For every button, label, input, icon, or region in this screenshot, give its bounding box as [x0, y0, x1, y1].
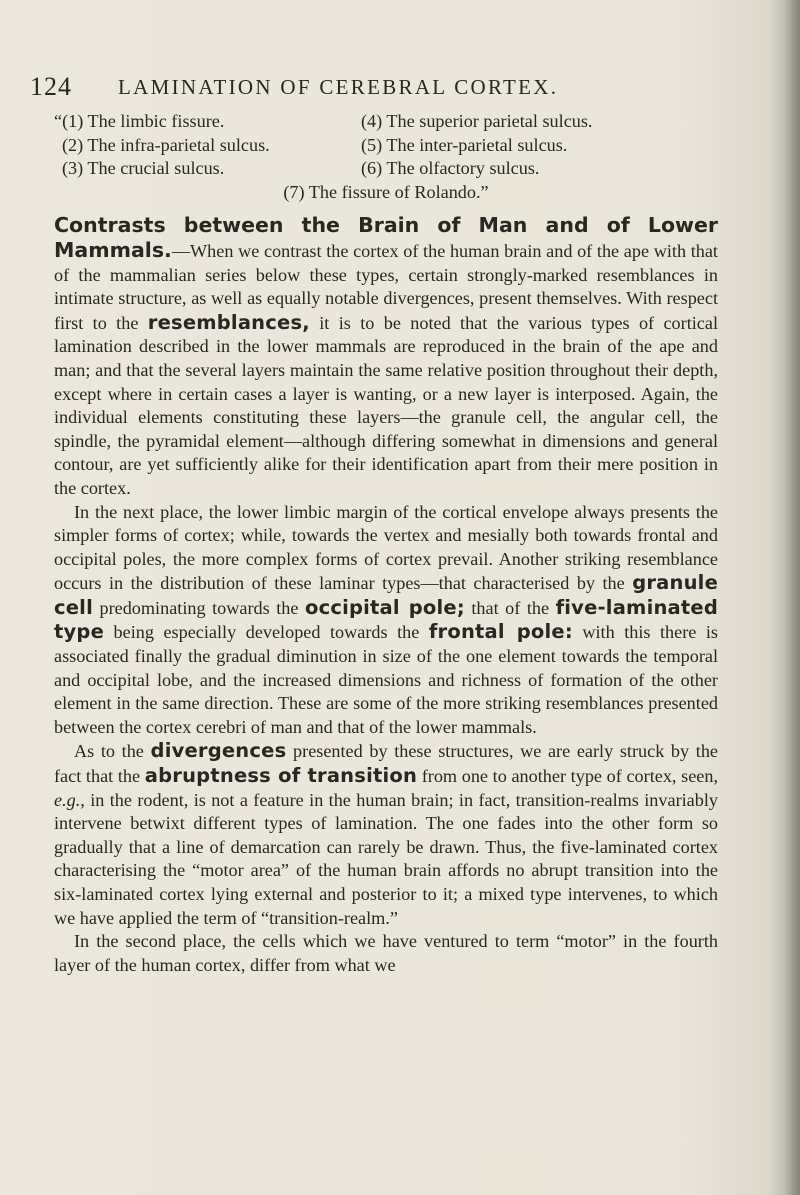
list-item: “(1) The limbic fissure.: [54, 111, 225, 131]
list-item: (7) The fissure of Rolando.”: [283, 181, 489, 202]
paragraph-divergences: As to the divergences presented by these structures, we are early struck by the fact that the abruptness of transition from one to another type of cortex, seen, e.g., in the rodent, is not a feature in the human brain; in fact, transition-realms invariably intervene betwixt different types of lamination. The one fades into the other form so gradually that a line of demarcation can rarely be drawn. Thus, the five-laminated cortex characterising the “motor area” of the human brain affords no abrupt transition into the six-laminated cortex lying external and posterior to it; a mixed type intervenes, to which we have applied the term of “transition-realm.”: [54, 739, 719, 928]
page-header: [30, 72, 690, 106]
page-number: 124: [30, 72, 72, 101]
keyword-divergences: divergences: [150, 739, 287, 763]
page-edge-shadow: [784, 0, 800, 1195]
keyword-occipital-pole: occipital pole;: [304, 595, 465, 619]
list-item: (4) The superior parietal sulcus.: [361, 111, 593, 131]
page-content: [54, 110, 718, 977]
running-head: LAMINATION OF CEREBRAL CORTEX.: [118, 75, 559, 99]
abbreviation-eg: e.g.: [54, 789, 81, 810]
paragraph-contrasts: Contrasts between the Brain of Man and of Lower Mammals.—When we contrast the cortex of the human brain and of the ape with that of the mammalian series below these types, certain strongly-marked resemblances in intimate structure, as well as equally notable divergences, present themselves. With respect first to the resemblances, it is to be noted that the various types of cortical lamination described in the lower mammals are reproduced in the brain of the ape and man; and that the several layers maintain the same relative position throughout their depth, except where in certain cases a layer is wanting, or a new layer is interposed. Again, the individual elements constituting these layers—the granule cell, the angular cell, the spindle, the pyramidal element—although differing somewhat in dimensions and general contour, are yet sufficiently alike for their identification apart from their mere position in the cortex.: [54, 213, 718, 498]
sulcus-list: [54, 110, 718, 181]
paragraph-limbic-margin: In the next place, the lower limbic margin of the cortical envelope always presents the simpler forms of cortex; while, towards the vertex and mesially both towards frontal and occipital poles, the more complex forms of cortex prevail. Another striking resemblance occurs in the distribution of these laminar types—that characterised by the granule cell predominating towards the occipital pole; that of the five-laminated type being especially developed towards the frontal pole: with this there is associated finally the gradual diminution in size of the one element towards the temporal and occipital lobe, and the increased dimensions and richness of formation of the other element in the same direction. These are some of the more striking resemblances presented between the cortex cerebri of man and that of the lower mammals.: [54, 501, 719, 737]
paragraph-second-place: In the second place, the cells which we have ventured to term “motor” in the fourth layer of the human cortex, differ from what we: [54, 931, 718, 975]
list-item: (3) The crucial sulcus.: [62, 158, 225, 179]
list-item: (2) The infra-parietal sulcus.: [62, 134, 270, 155]
keyword-resemblances: resemblances,: [147, 310, 310, 334]
list-item: (6) The olfactory sulcus.: [361, 158, 540, 179]
keyword-granule-cell: granule cell: [54, 571, 718, 619]
keyword-five-laminated-type: five-laminated type: [54, 595, 718, 644]
keyword-abruptness-of-transition: abruptness of transition: [144, 764, 418, 788]
list-item: (5) The inter-parietal sulcus.: [361, 134, 568, 155]
section-heading: Contrasts between the Brain of Man and of Lower Mammals.: [54, 213, 718, 262]
keyword-frontal-pole: frontal pole:: [428, 620, 573, 644]
